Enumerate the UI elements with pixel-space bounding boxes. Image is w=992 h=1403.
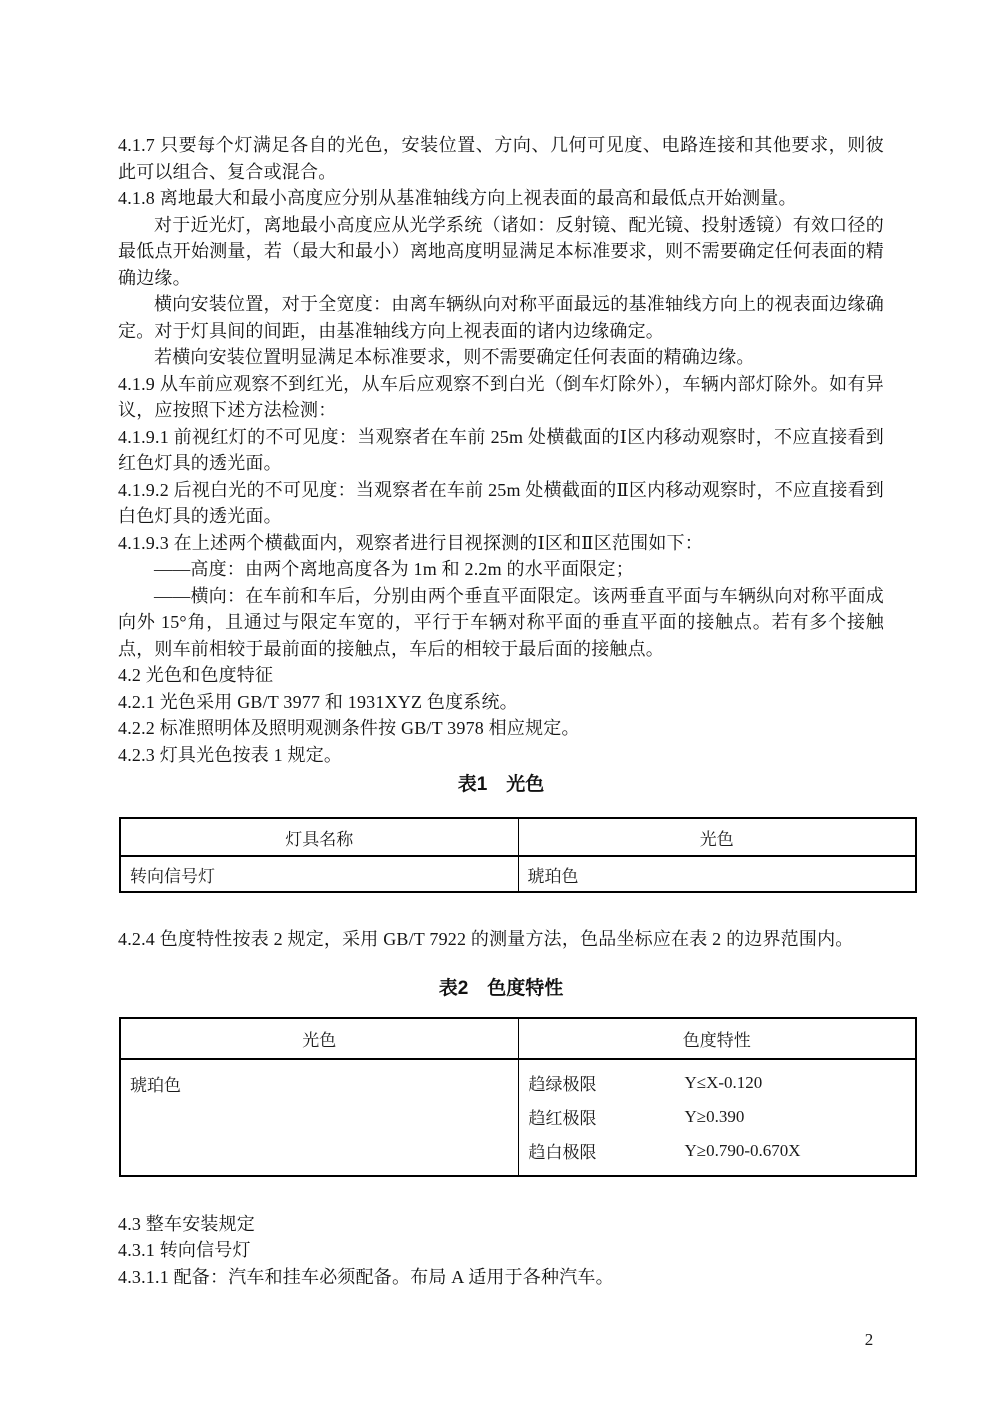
table2-chromaticity [119, 1017, 917, 1177]
table2-header-light-color: 光色 [120, 1018, 518, 1059]
table2-cell-limits [518, 1059, 916, 1176]
page-content [118, 132, 884, 1290]
para-4-3-1-1: 4.3.1.1 配备：汽车和挂车必须配备。布局 A 适用于各种汽车。 [118, 1266, 614, 1287]
limit-value: Y≤X-0.120 [684, 1072, 763, 1092]
para-4-2-3: 4.2.3 灯具光色按表 1 规定。 [118, 744, 343, 765]
page-number: 2 [864, 1330, 874, 1349]
para-4-1-9: 4.1.9 从车前应观察不到红光，从车后应观察不到白光（倒车灯除外），车辆内部灯除外。如有异议，应按照下述方法检测： [118, 373, 884, 420]
para-4-1-8: 4.1.8 离地最大和最小高度应分别从基准轴线方向上视表面的最高和最低点开始测量。 [118, 188, 797, 208]
para-lateral-simplification-note: 若横向安装位置明显满足本标准要求，则不需要确定任何表面的精确边缘。 [154, 347, 755, 367]
para-4-2-4: 4.2.4 色度特性按表 2 规定，采用 GB/T 7922 的测量方法，色品坐标应在表 2 的边界范围内。 [118, 929, 854, 949]
table1-cell-light-color: 琥珀色 [518, 856, 916, 892]
para-4-1-9-1: 4.1.9.1 前视红灯的不可见度：当观察者在车前 25m 处横截面的Ⅰ区内移动观察时，不应直接看到红色灯具的透光面。 [118, 426, 884, 473]
para-lateral-position-note: 横向安装位置，对于全宽度：由离车辆纵向对称平面最远的基准轴线方向上的视表面边缘确定。对于灯具间的间距，由基准轴线方向上视表面的诸内边缘确定。 [118, 294, 884, 341]
para-4-1-9-3: 4.1.9.3 在上述两个横截面内，观察者进行目视探测的Ⅰ区和Ⅱ区范围如下： [118, 532, 703, 553]
para-4-2-1: 4.2.1 光色采用 GB/T 3977 和 1931XYZ 色度系统。 [118, 691, 518, 712]
table1-header-row [120, 818, 916, 856]
table1-cell-lamp-name: 转向信号灯 [120, 856, 518, 892]
table1-light-color [119, 817, 917, 893]
limit-row-green [519, 1066, 916, 1100]
table2-caption: 表2 色度特性 [438, 977, 564, 999]
limit-name: 趋绿极限 [528, 1075, 597, 1094]
limit-row-white [519, 1134, 916, 1168]
limit-value: Y≥0.790-0.670X [684, 1140, 801, 1160]
limit-name: 趋红极限 [528, 1109, 597, 1128]
para-4-1-7: 4.1.7 只要每个灯满足各自的光色，安装位置、方向、几何可见度、电路连接和其他要求，则彼此可以组合、复合或混合。 [118, 135, 884, 182]
limit-row-red [519, 1100, 916, 1134]
table1-caption: 表1 光色 [457, 774, 545, 795]
para-lateral-range: ——横向：在车前和车后，分别由两个垂直平面限定。该两垂直平面与车辆纵向对称平面成向外 15°角，且通过与限定车宽的，平行于车辆对称平面的垂直平面的接触点。若有多个接触点，则车前相较于最前面的接触点，车后的相较于最后面的接触点。 [118, 585, 884, 659]
table2-header-row [120, 1018, 916, 1059]
para-4-1-9-2: 4.1.9.2 后视白光的不可见度：当观察者在车前 25m 处横截面的Ⅱ区内移动观察时，不应直接看到白色灯具的透光面。 [118, 479, 884, 526]
para-near-beam-note: 对于近光灯，离地最小高度应从光学系统（诸如：反射镜、配光镜、投射透镜）有效口径的最低点开始测量，若（最大和最小）离地高度明显满足本标准要求，则不需要确定任何表面的精确边缘。 [118, 214, 884, 288]
limit-name: 趋白极限 [528, 1143, 597, 1162]
table1-header-light-color: 光色 [518, 818, 916, 856]
para-height-range: ——高度：由两个离地高度各为 1m 和 2.2m 的水平面限定； [154, 559, 634, 579]
para-4-2: 4.2 光色和色度特征 [118, 665, 274, 685]
table2-data-row [120, 1059, 916, 1176]
table1-header-lamp-name: 灯具名称 [120, 818, 518, 856]
para-4-2-2: 4.2.2 标准照明体及照明观测条件按 GB/T 3978 相应规定。 [118, 718, 580, 738]
para-4-3-1: 4.3.1 转向信号灯 [118, 1240, 251, 1260]
table2-cell-amber: 琥珀色 [120, 1059, 518, 1176]
limit-value: Y≥0.390 [684, 1106, 745, 1126]
table2-header-chromaticity: 色度特性 [518, 1018, 916, 1059]
para-4-3: 4.3 整车安装规定 [118, 1213, 255, 1234]
table1-data-row [120, 856, 916, 892]
